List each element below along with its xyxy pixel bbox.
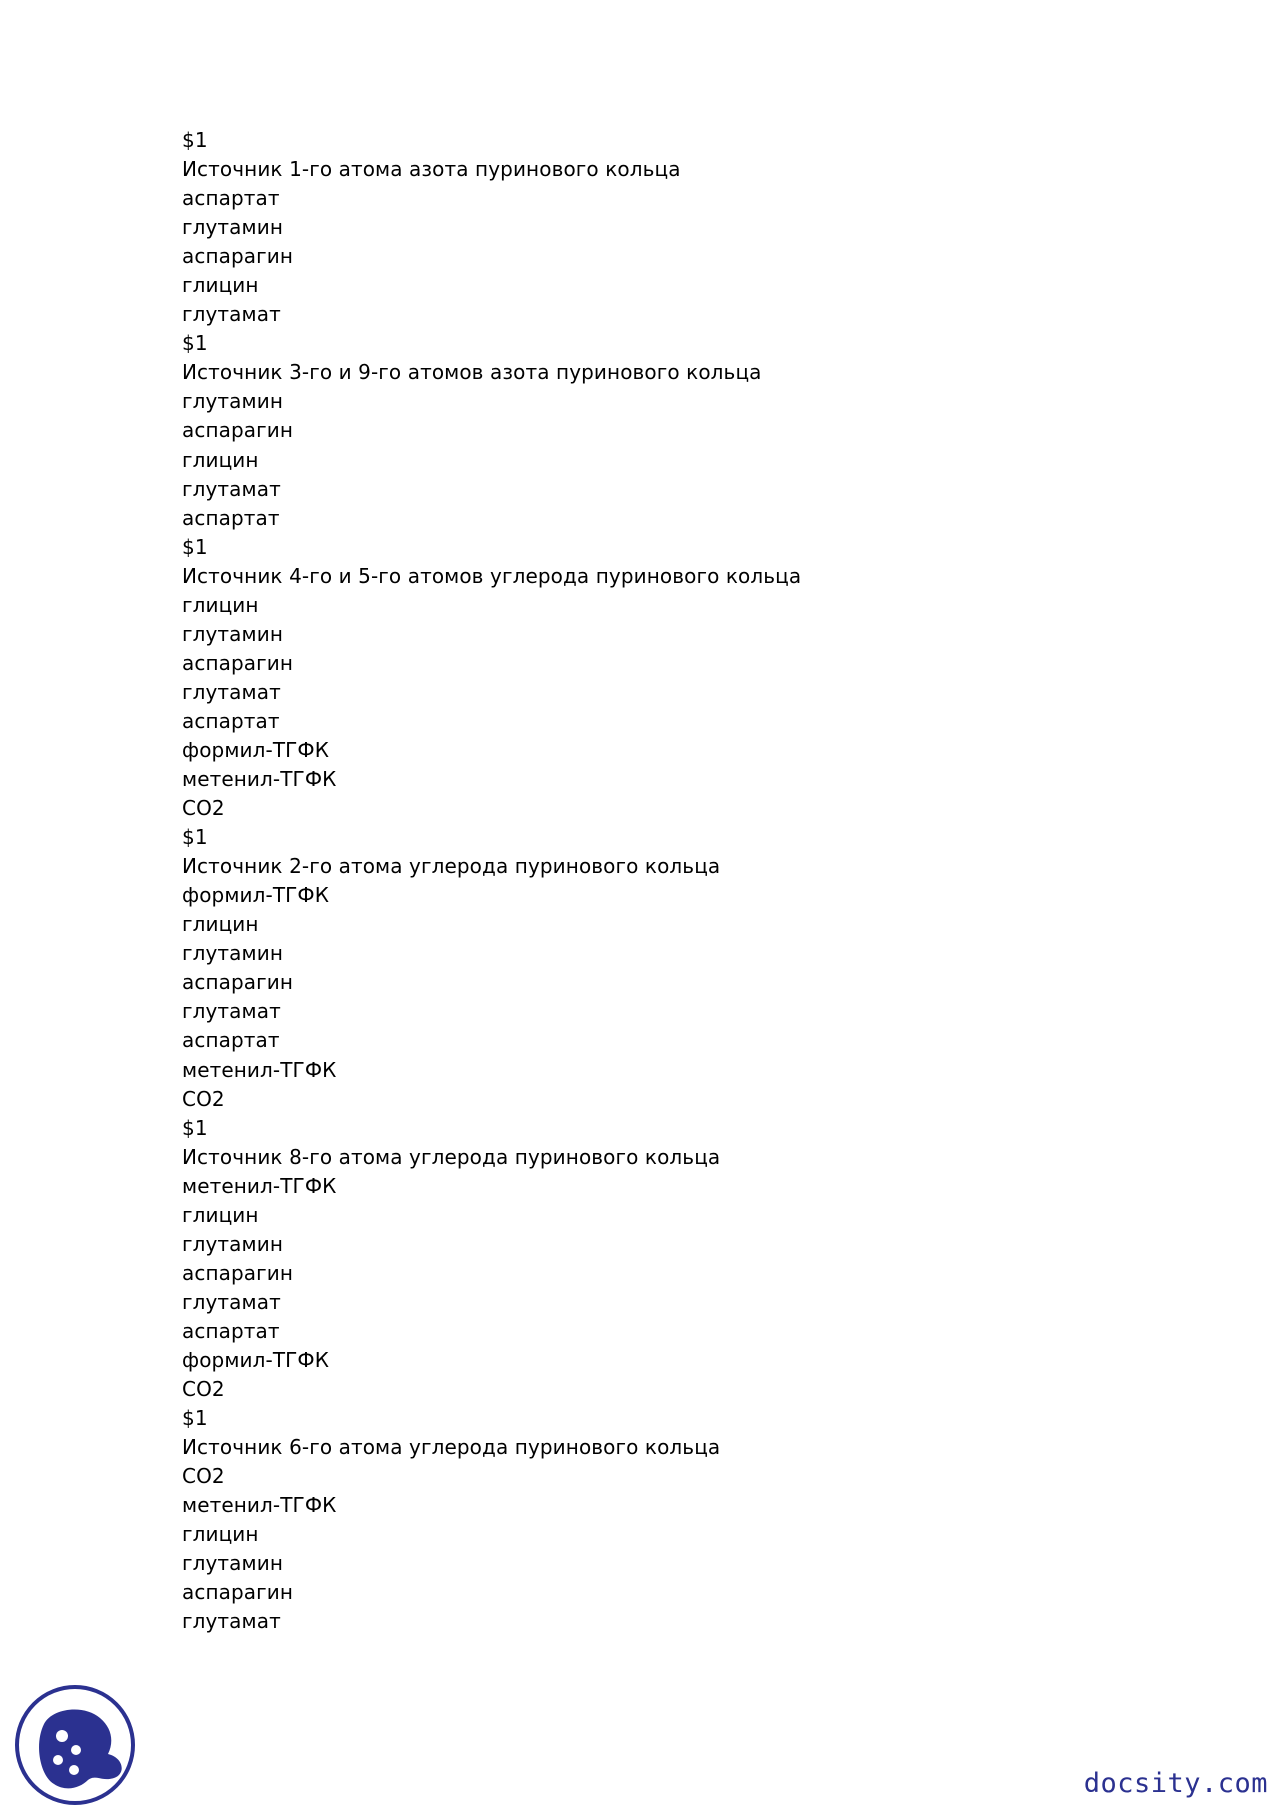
answer-option: CO2 xyxy=(182,1086,225,1111)
answer-option: аспарагин xyxy=(182,650,294,675)
answer-option: CO2 xyxy=(182,796,225,821)
answer-option: глутамат xyxy=(182,302,281,327)
answer-option: метенил-ТГФК xyxy=(182,1493,337,1518)
answer-option: глутамат xyxy=(182,476,281,501)
answer-option: глицин xyxy=(182,912,259,937)
answer-option: глутамин xyxy=(182,1551,283,1576)
answer-option: аспартат xyxy=(182,708,280,733)
answer-option: метенил-ТГФК xyxy=(182,767,337,792)
answer-option: глутамин xyxy=(182,389,283,414)
answer-option: глутамин xyxy=(182,621,283,646)
answer-option: аспарагин xyxy=(182,1260,294,1285)
question-marker: $1 xyxy=(182,825,208,850)
answer-option: аспартат xyxy=(182,1318,280,1343)
answer-option: глицин xyxy=(182,1522,259,1547)
answer-option: аспартат xyxy=(182,1028,280,1053)
answer-option: глицин xyxy=(182,592,259,617)
answer-option: глицин xyxy=(182,447,259,472)
question-text: Источник 1-го атома азота пуринового кольца xyxy=(182,157,681,182)
answer-option: аспарагин xyxy=(182,418,294,443)
docsity-brand-link[interactable]: docsity.com xyxy=(1083,1768,1268,1799)
question-marker: $1 xyxy=(182,1115,208,1140)
answer-option: глутамин xyxy=(182,941,283,966)
answer-option: формил-ТГФК xyxy=(182,883,330,908)
answer-option: глицин xyxy=(182,273,259,298)
question-text: Источник 8-го атома углерода пуринового кольца xyxy=(182,1144,721,1169)
question-text: Источник 3-го и 9-го атомов азота пуринового кольца xyxy=(182,360,762,385)
question-marker: $1 xyxy=(182,1406,208,1431)
answer-option: глутамат xyxy=(182,999,281,1024)
docsity-logo-icon[interactable] xyxy=(14,1684,136,1806)
answer-option: аспарагин xyxy=(182,970,294,995)
answer-option: аспартат xyxy=(182,505,280,530)
question-text: Источник 2-го атома углерода пуринового кольца xyxy=(182,854,721,879)
answer-option: глицин xyxy=(182,1202,259,1227)
answer-option: глутамин xyxy=(182,215,283,240)
question-marker: $1 xyxy=(182,331,208,356)
question-text: Источник 6-го атома углерода пуринового кольца xyxy=(182,1435,721,1460)
answer-option: аспарагин xyxy=(182,1580,294,1605)
answer-option: глутамат xyxy=(182,1289,281,1314)
answer-option: аспартат xyxy=(182,186,280,211)
answer-option: метенил-ТГФК xyxy=(182,1057,337,1082)
answer-option: глутамат xyxy=(182,679,281,704)
answer-option: глутамин xyxy=(182,1231,283,1256)
question-marker: $1 xyxy=(182,128,208,152)
answer-option: метенил-ТГФК xyxy=(182,1173,337,1198)
question-text: Источник 4-го и 5-го атомов углерода пуринового кольца xyxy=(182,563,802,588)
answer-option: CO2 xyxy=(182,1377,225,1402)
answer-option: CO2 xyxy=(182,1464,225,1489)
answer-option: аспарагин xyxy=(182,244,294,269)
answer-option: глутамат xyxy=(182,1609,281,1634)
document-body xyxy=(182,126,1182,1636)
answer-option: формил-ТГФК xyxy=(182,1347,330,1372)
question-marker: $1 xyxy=(182,534,208,559)
answer-option: формил-ТГФК xyxy=(182,737,330,762)
